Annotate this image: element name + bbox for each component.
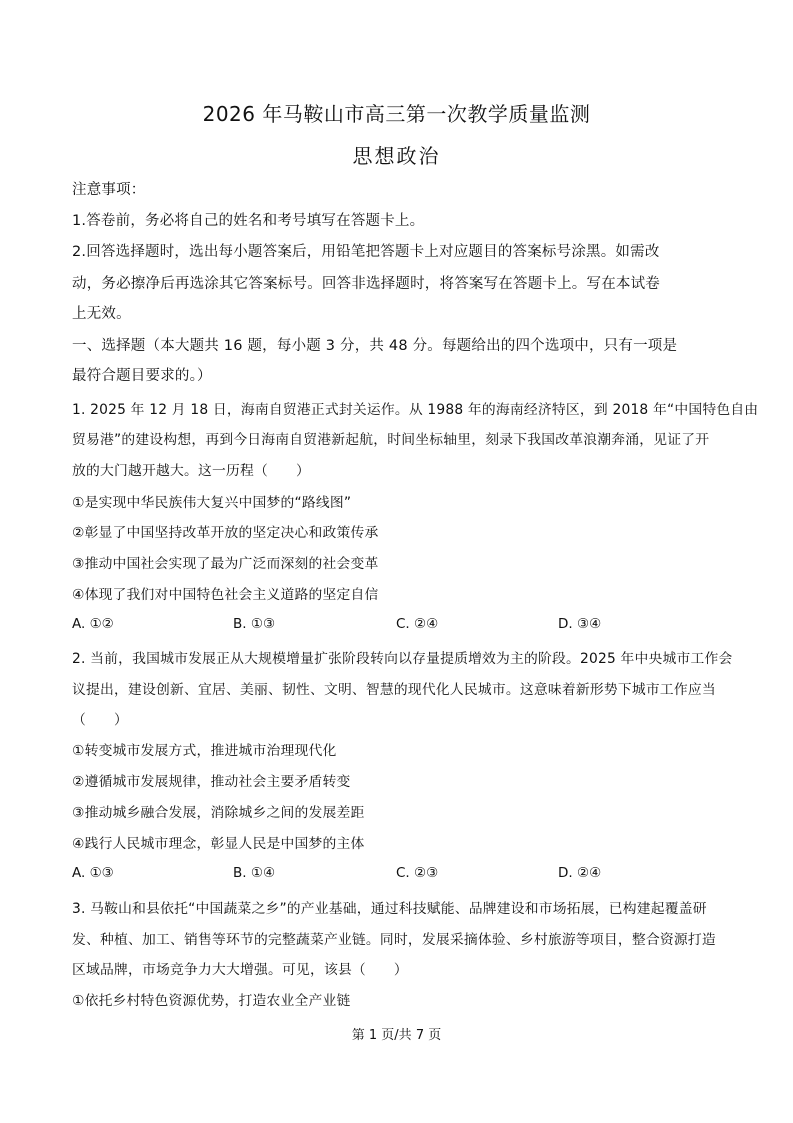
q2-option-b: B. ①④ bbox=[233, 865, 276, 881]
q2-statement-1: ①转变城市发展方式，推进城市治理现代化 bbox=[72, 743, 337, 759]
q2-stem-line-3: （ ） bbox=[72, 712, 128, 728]
q1-option-c: C. ②④ bbox=[396, 616, 439, 632]
q1-stem-line-1: 1. 2025 年 12 月 18 日，海南自贸港正式封关运作。从 1988 年的海南经济特区，到 2018 年“中国特色自由 bbox=[72, 402, 759, 418]
notice-item-2-line-1: 2.回答选择题时，选出每小题答案后，用铅笔把答题卡上对应题目的答案标号涂黑。如需改 bbox=[72, 244, 660, 260]
q1-option-a: A. ①② bbox=[72, 616, 114, 632]
q2-option-a: A. ①③ bbox=[72, 865, 114, 881]
q1-statement-3: ③推动中国社会实现了最为广泛而深刻的社会变革 bbox=[72, 556, 379, 572]
q2-statement-4: ④践行人民城市理念，彰显人民是中国梦的主体 bbox=[72, 836, 365, 852]
q2-stem-line-1: 2. 当前，我国城市发展正从大规模增量扩张阶段转向以存量提质增效为主的阶段。2025 年中央城市工作会 bbox=[72, 651, 733, 667]
q3-stem-line-2: 发、种植、加工、销售等环节的完整蔬菜产业链。同时，发展采摘体验、乡村旅游等项目，整合资源打造 bbox=[72, 932, 716, 948]
q1-statement-1: ①是实现中华民族伟大复兴中国梦的“路线图” bbox=[72, 495, 352, 511]
q2-statement-3: ③推动城乡融合发展，消除城乡之间的发展差距 bbox=[72, 805, 365, 821]
notice-item-2-line-3: 上无效。 bbox=[72, 306, 131, 322]
q2-option-c: C. ②③ bbox=[396, 865, 439, 881]
section-heading-line-1: 一、选择题（本大题共 16 题，每小题 3 分，共 48 分。每题给出的四个选项中，只有一项是 bbox=[72, 338, 678, 354]
section-heading-line-2: 最符合题目要求的。） bbox=[72, 368, 212, 384]
notice-heading: 注意事项： bbox=[72, 182, 146, 198]
q3-stem-line-3: 区域品牌，市场竞争力大大增强。可见，该县（ ） bbox=[72, 962, 408, 978]
q1-stem-line-3: 放的大门越开越大。这一历程（ ） bbox=[72, 463, 310, 479]
q2-statement-2: ②遵循城市发展规律，推动社会主要矛盾转变 bbox=[72, 774, 351, 790]
q3-statement-1: ①依托乡村特色资源优势，打造农业全产业链 bbox=[72, 993, 351, 1009]
q2-stem-line-2: 议提出，建设创新、宜居、美丽、韧性、文明、智慧的现代化人民城市。这意味着新形势下城市工作应当 bbox=[72, 682, 716, 698]
subject-title: 思想政治 bbox=[352, 144, 441, 168]
q1-stem-line-2: 贸易港”的建设构想，再到今日海南自贸港新起航，时间坐标轴里，刻录下我国改革浪潮奔涌，见证了开 bbox=[72, 432, 710, 448]
notice-item-1: 1.答卷前，务必将自己的姓名和考号填写在答题卡上。 bbox=[72, 213, 425, 229]
notice-item-2-line-2: 动，务必擦净后再选涂其它答案标号。回答非选择题时，将答案写在答题卡上。写在本试卷 bbox=[72, 276, 660, 292]
q1-statement-2: ②彰显了中国坚持改革开放的坚定决心和政策传承 bbox=[72, 525, 379, 541]
exam-title: 2026 年马鞍山市高三第一次教学质量监测 bbox=[202, 102, 591, 126]
q1-option-b: B. ①③ bbox=[233, 616, 276, 632]
q3-stem-line-1: 3. 马鞍山和县依托“中国蔬菜之乡”的产业基础，通过科技赋能、品牌建设和市场拓展，已构建起覆盖研 bbox=[72, 901, 707, 917]
page-footer: 第 1 页/共 7 页 bbox=[351, 1028, 442, 1043]
q2-option-d: D. ②④ bbox=[558, 865, 602, 881]
q1-statement-4: ④体现了我们对中国特色社会主义道路的坚定自信 bbox=[72, 587, 379, 603]
q1-option-d: D. ③④ bbox=[558, 616, 602, 632]
